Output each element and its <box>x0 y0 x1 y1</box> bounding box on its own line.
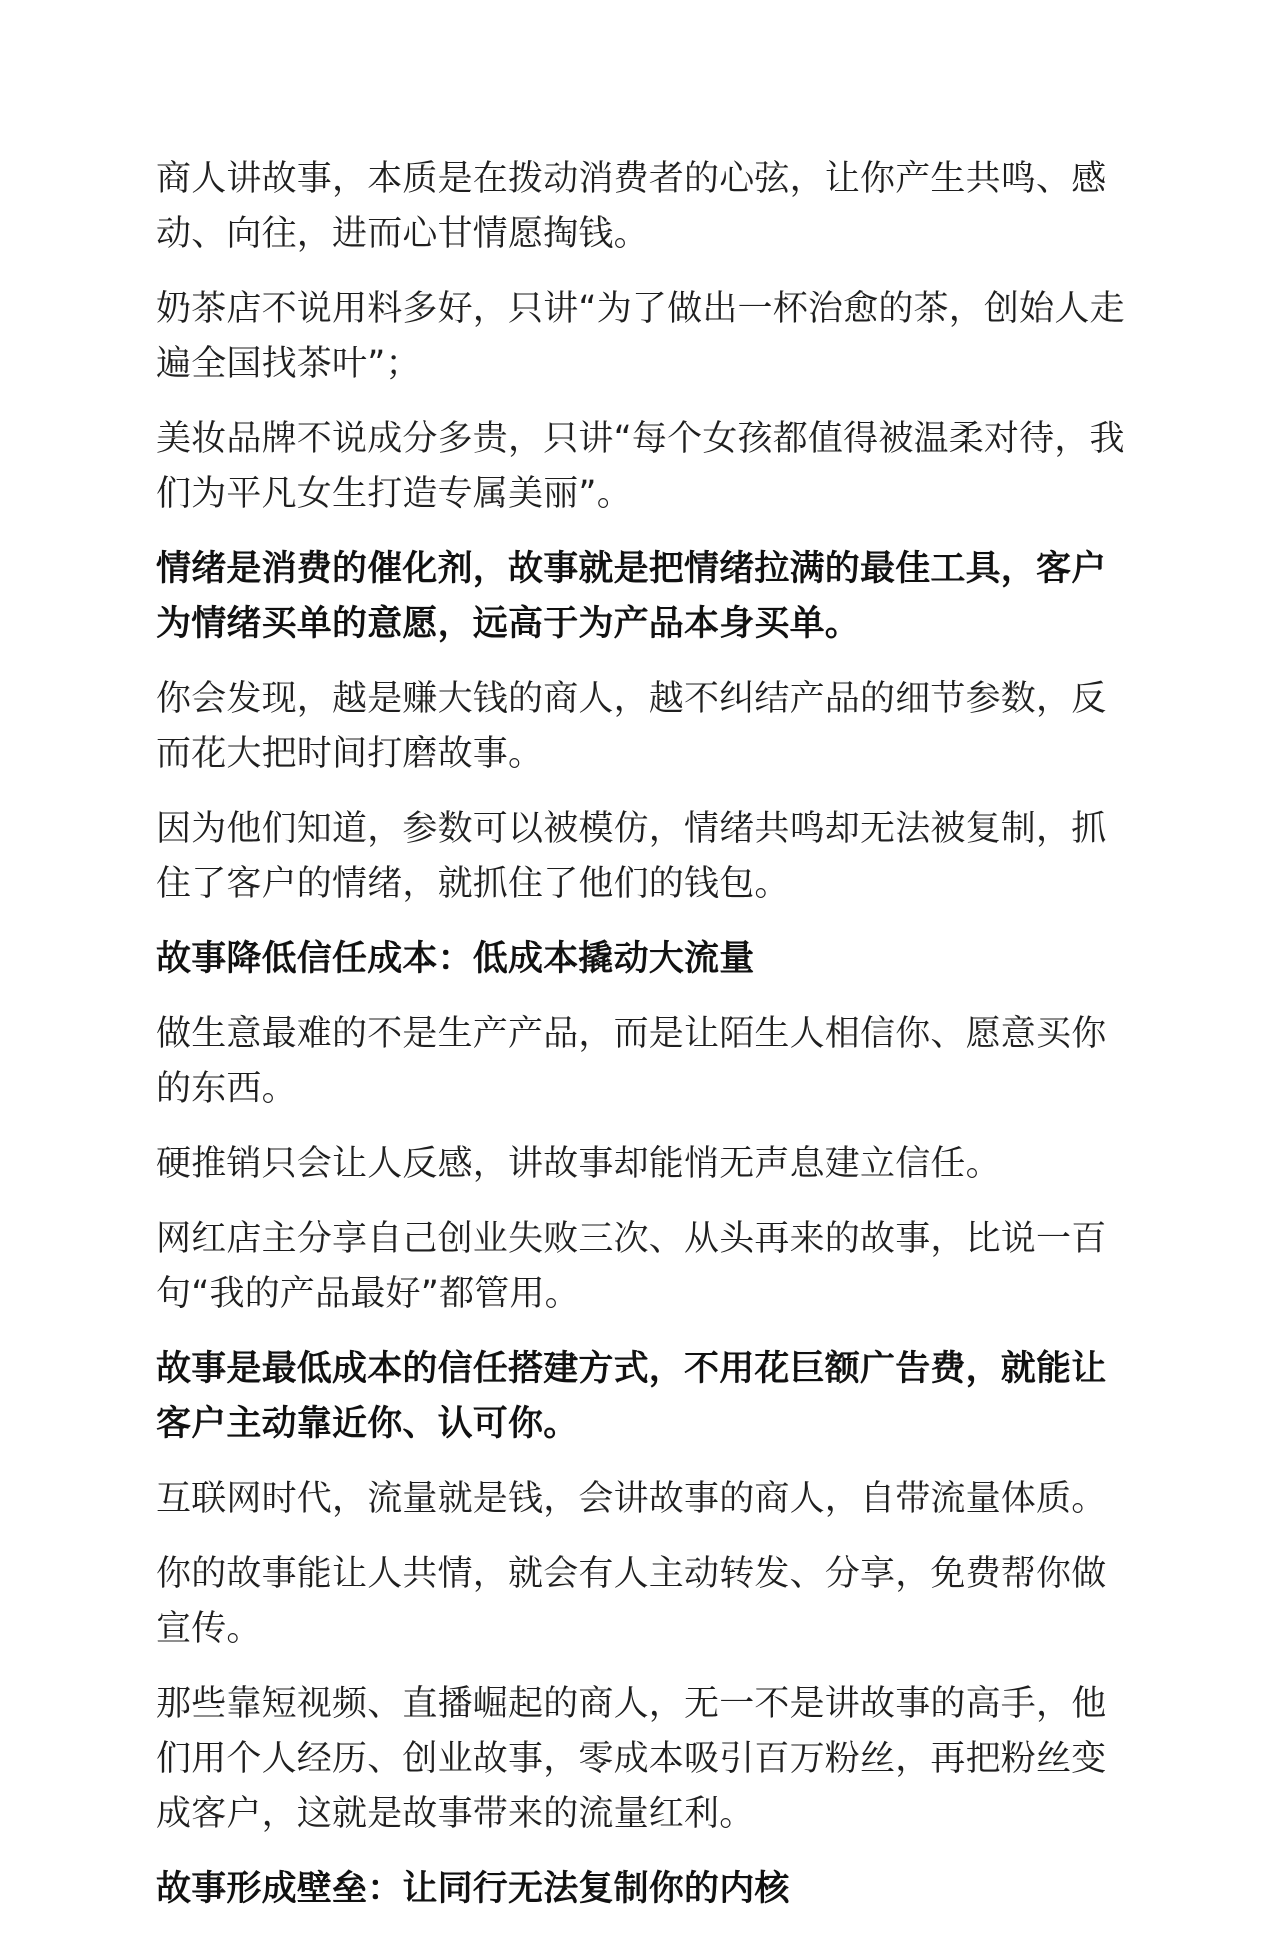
paragraph: 美妆品牌不说成分多贵，只讲“每个女孩都值得被温柔对待，我们为平凡女生打造专属美丽”。 <box>156 419 1125 514</box>
emphasis-paragraph: 故事是最低成本的信任搭建方式，不用花巨额广告费，就能让客户主动靠近你、认可你。 <box>156 1349 1107 1444</box>
paragraph: 你会发现，越是赚大钱的商人，越不纠结产品的细节参数，反而花大把时间打磨故事。 <box>156 679 1107 774</box>
paragraph: 做生意最难的不是生产产品，而是让陌生人相信你、愿意买你的东西。 <box>156 1014 1107 1109</box>
article-body <box>156 152 1136 1937</box>
paragraph: 奶茶店不说用料多好，只讲“为了做出一杯治愈的茶，创始人走遍全国找茶叶”； <box>156 289 1125 384</box>
paragraph: 因为他们知道，参数可以被模仿，情绪共鸣却无法被复制，抓住了客户的情绪，就抓住了他们的钱包。 <box>156 809 1107 904</box>
section-heading: 故事降低信任成本：低成本撬动大流量 <box>156 939 755 979</box>
paragraph: 互联网时代，流量就是钱，会讲故事的商人，自带流量体质。 <box>156 1479 1107 1519</box>
paragraph: 网红店主分享自己创业失败三次、从头再来的故事，比说一百句“我的产品最好”都管用。 <box>156 1219 1107 1314</box>
section-heading: 故事形成壁垒：让同行无法复制你的内核 <box>156 1869 790 1909</box>
paragraph: 你的故事能让人共情，就会有人主动转发、分享，免费帮你做宣传。 <box>156 1554 1107 1649</box>
paragraph: 硬推销只会让人反感，讲故事却能悄无声息建立信任。 <box>156 1144 1001 1184</box>
paragraph: 商人讲故事，本质是在拨动消费者的心弦，让你产生共鸣、感动、向往，进而心甘情愿掏钱。 <box>156 159 1107 254</box>
paragraph: 那些靠短视频、直播崛起的商人，无一不是讲故事的高手，他们用个人经历、创业故事，零成本吸引百万粉丝，再把粉丝变成客户，这就是故事带来的流量红利。 <box>156 1684 1107 1834</box>
emphasis-paragraph: 情绪是消费的催化剂，故事就是把情绪拉满的最佳工具，客户为情绪买单的意愿，远高于为产品本身买单。 <box>156 549 1107 644</box>
